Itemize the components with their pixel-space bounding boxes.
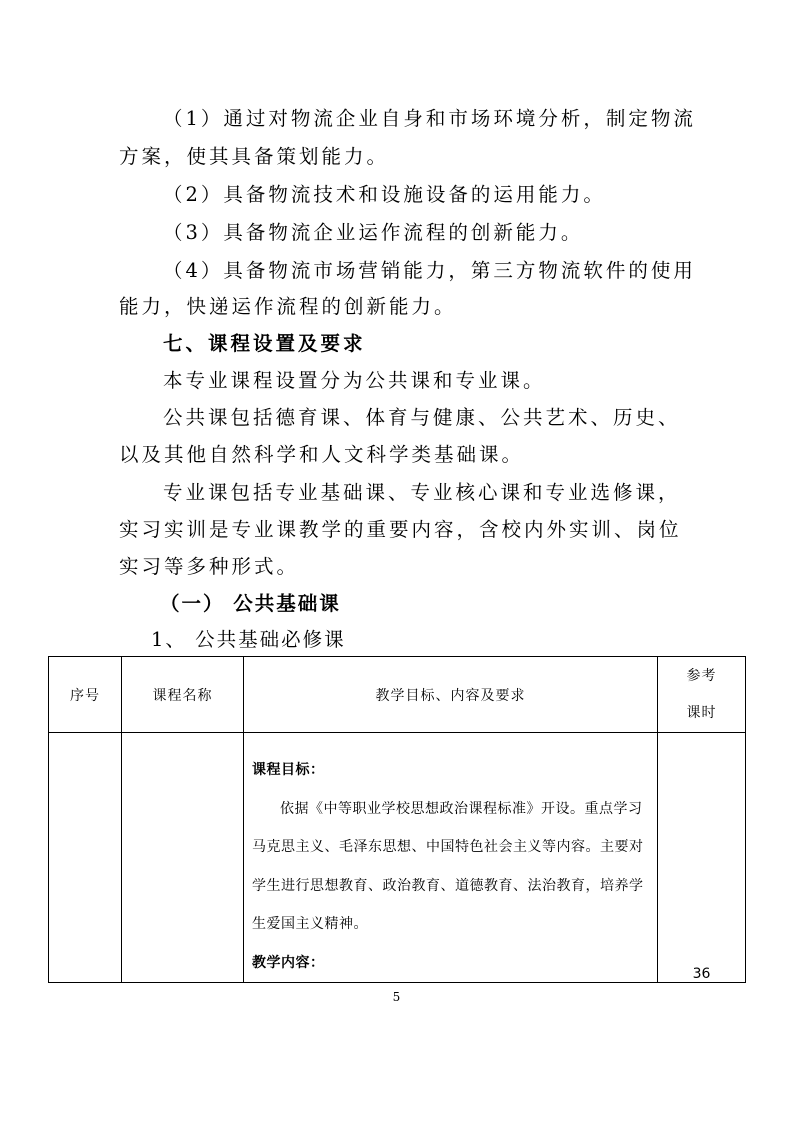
body-line-4: 专业课包括专业基础课、专业核心课和专业选修课， (163, 481, 681, 504)
header-course-name: 课程名称 (122, 657, 244, 733)
body-line-5: 实习实训是专业课教学的重要内容，含校内外实训、岗位 (119, 518, 682, 541)
cell-course-name (122, 733, 244, 983)
cell-hours: 36 (658, 733, 746, 983)
subsubheading: 1、 公共基础必修课 (151, 628, 346, 651)
page-number: 5 (392, 990, 401, 1004)
paragraph-line-4: （3）具备物流企业运作流程的创新能力。 (163, 221, 584, 244)
body-line-6: 实习等多种形式。 (119, 555, 300, 578)
header-hours-line2: 课时 (686, 704, 717, 721)
header-hours-line1: 参考 (686, 667, 717, 684)
goal-text: 依据《中等职业学校思想政治课程标准》开设。重点学习马克思主义、毛泽东思想、中国特色社会主义等内容。主要对学生进行思想教育、政治教育、道德教育、法治教育，培养学生爱国主义精神。 (252, 800, 644, 932)
body-line-1: 本专业课程设置分为公共课和专业课。 (163, 369, 546, 392)
paragraph-line-1: （1）通过对物流企业自身和市场环境分析，制定物流 (163, 107, 696, 130)
body-line-3: 以及其他自然科学和人文科学类基础课。 (119, 443, 525, 466)
header-goals: 教学目标、内容及要求 (244, 657, 658, 733)
header-index: 序号 (49, 657, 122, 733)
goal-label: 课程目标： (252, 762, 325, 778)
paragraph-line-3: （2）具备物流技术和设施设备的运用能力。 (163, 183, 606, 206)
body-line-2: 公共课包括德育课、体育与健康、公共艺术、历史、 (163, 406, 681, 429)
paragraph-line-2: 方案，使其具备策划能力。 (119, 145, 390, 168)
paragraph-line-6: 能力，快递运作流程的创新能力。 (119, 295, 457, 318)
table-header-row (49, 657, 746, 733)
subheading: （一） 公共基础课 (160, 592, 341, 615)
header-hours (658, 657, 746, 733)
cell-index (49, 733, 122, 983)
section-heading: 七、课程设置及要求 (163, 332, 366, 355)
cell-goals (244, 733, 658, 983)
course-table (48, 656, 746, 983)
content-label: 教学内容： (252, 954, 325, 971)
paragraph-line-5: （4）具备物流市场营销能力，第三方物流软件的使用 (163, 259, 696, 282)
table-row (49, 733, 746, 983)
